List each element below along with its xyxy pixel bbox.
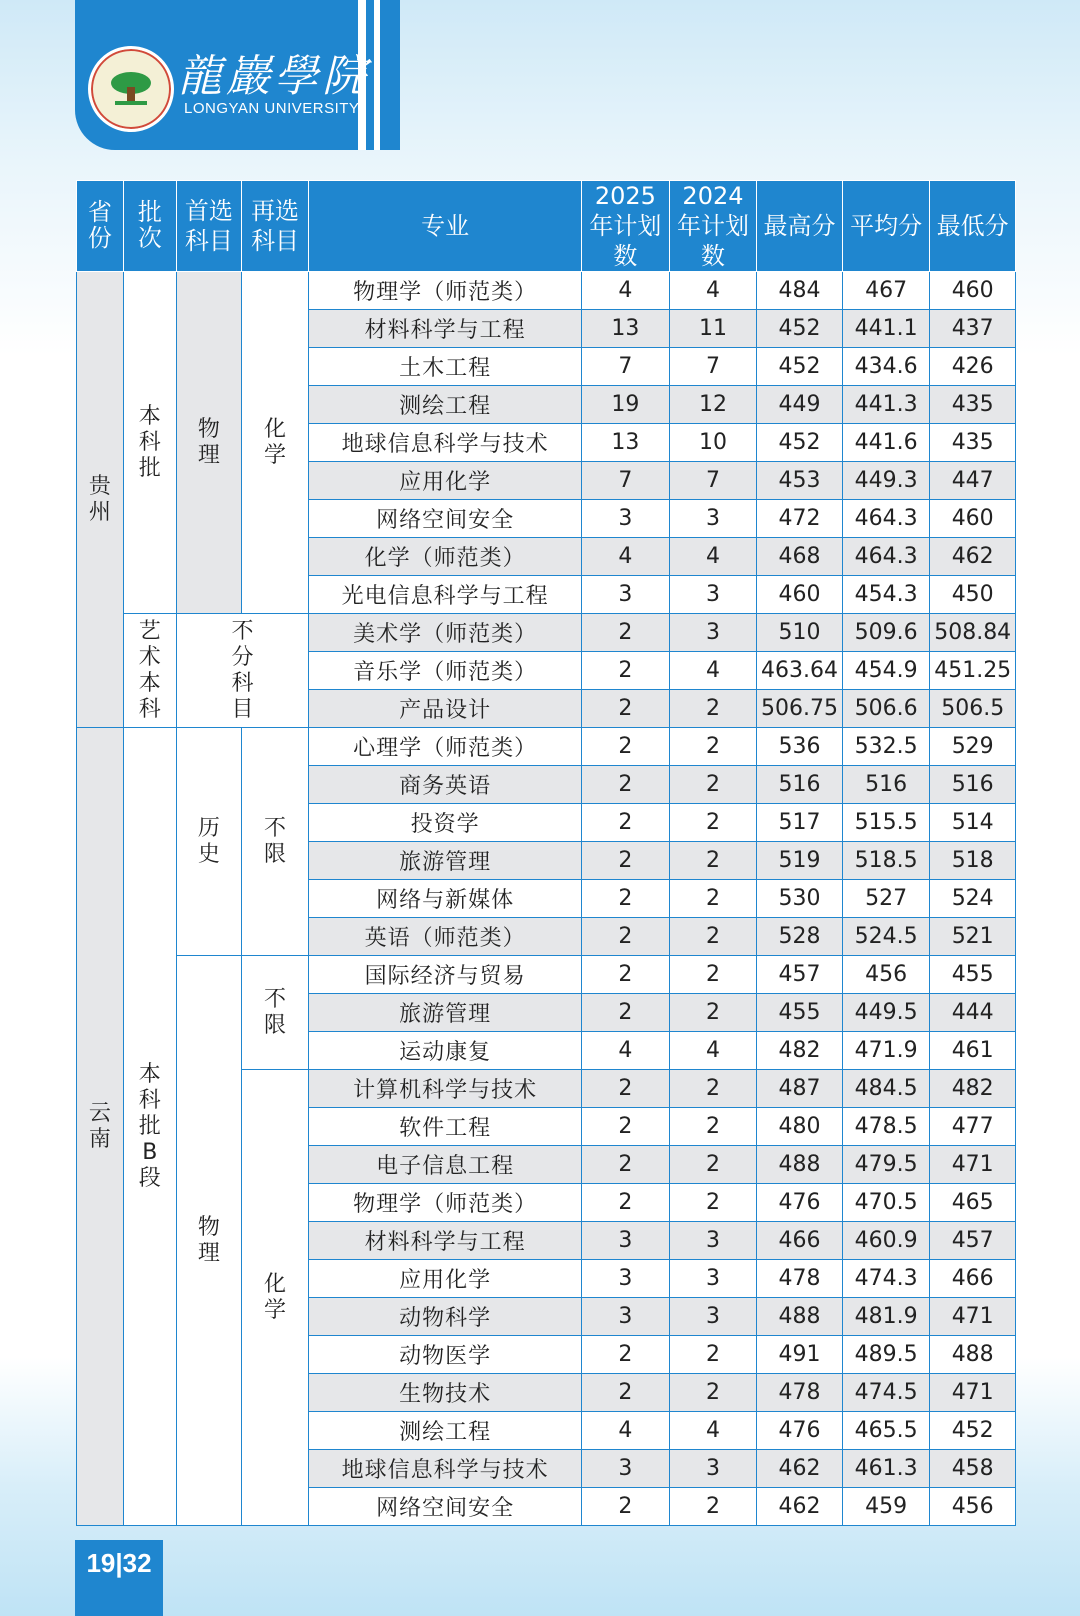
avg-score-cell: 481.9: [842, 1298, 930, 1336]
avg-score-cell: 532.5: [842, 728, 930, 766]
plan-2025-cell: 3: [582, 1260, 670, 1298]
avg-score-cell: 449.3: [842, 462, 930, 500]
province-cell: 云南: [77, 728, 124, 1526]
max-score-cell: 517: [757, 804, 843, 842]
avg-score-cell: 434.6: [842, 348, 930, 386]
avg-score-cell: 527: [842, 880, 930, 918]
min-score-cell: 514: [930, 804, 1016, 842]
plan-2024-cell: 2: [669, 728, 757, 766]
plan-2025-cell: 2: [582, 1184, 670, 1222]
major-cell: 生物技术: [309, 1374, 582, 1412]
avg-score-cell: 474.5: [842, 1374, 930, 1412]
min-score-cell: 471: [930, 1374, 1016, 1412]
min-score-cell: 456: [930, 1488, 1016, 1526]
admission-table: [76, 180, 1016, 1526]
plan-2025-cell: 13: [582, 424, 670, 462]
plan-2024-cell: 2: [669, 766, 757, 804]
plan-2024-cell: 7: [669, 462, 757, 500]
max-score-cell: 488: [757, 1146, 843, 1184]
max-score-cell: 455: [757, 994, 843, 1032]
major-cell: 土木工程: [309, 348, 582, 386]
avg-score-cell: 460.9: [842, 1222, 930, 1260]
major-cell: 动物科学: [309, 1298, 582, 1336]
plan-2025-cell: 7: [582, 348, 670, 386]
plan-2025-cell: 2: [582, 994, 670, 1032]
avg-score-cell: 524.5: [842, 918, 930, 956]
plan-2025-cell: 2: [582, 918, 670, 956]
plan-2024-cell: 3: [669, 1298, 757, 1336]
max-score-cell: 528: [757, 918, 843, 956]
plan-2025-cell: 2: [582, 1374, 670, 1412]
plan-2024-cell: 10: [669, 424, 757, 462]
table-header-row: [77, 181, 1016, 272]
plan-2024-cell: 4: [669, 538, 757, 576]
plan-2025-cell: 2: [582, 1488, 670, 1526]
plan-2024-cell: 4: [669, 652, 757, 690]
plan-2025-cell: 2: [582, 690, 670, 728]
plan-2024-cell: 2: [669, 1488, 757, 1526]
header-second-subject: 再选科目: [241, 181, 308, 272]
avg-score-cell: 479.5: [842, 1146, 930, 1184]
max-score-cell: 510: [757, 614, 843, 652]
max-score-cell: 480: [757, 1108, 843, 1146]
major-cell: 产品设计: [309, 690, 582, 728]
max-score-cell: 449: [757, 386, 843, 424]
max-score-cell: 476: [757, 1184, 843, 1222]
min-score-cell: 506.5: [930, 690, 1016, 728]
min-score-cell: 482: [930, 1070, 1016, 1108]
major-cell: 应用化学: [309, 462, 582, 500]
plan-2025-cell: 2: [582, 614, 670, 652]
min-score-cell: 466: [930, 1260, 1016, 1298]
plan-2025-cell: 2: [582, 1336, 670, 1374]
major-cell: 网络与新媒体: [309, 880, 582, 918]
plan-2024-cell: 2: [669, 1108, 757, 1146]
avg-score-cell: 467: [842, 272, 930, 310]
major-cell: 电子信息工程: [309, 1146, 582, 1184]
max-score-cell: 482: [757, 1032, 843, 1070]
major-cell: 测绘工程: [309, 386, 582, 424]
avg-score-cell: 489.5: [842, 1336, 930, 1374]
avg-score-cell: 471.9: [842, 1032, 930, 1070]
major-cell: 运动康复: [309, 1032, 582, 1070]
min-score-cell: 465: [930, 1184, 1016, 1222]
min-score-cell: 450: [930, 576, 1016, 614]
major-cell: 音乐学（师范类）: [309, 652, 582, 690]
plan-2025-cell: 2: [582, 880, 670, 918]
max-score-cell: 460: [757, 576, 843, 614]
batch-cell: 本科批B段: [123, 728, 176, 1526]
header-plan-2024: 2024年计划数: [669, 181, 757, 272]
min-score-cell: 452: [930, 1412, 1016, 1450]
plan-2025-cell: 2: [582, 956, 670, 994]
max-score-cell: 530: [757, 880, 843, 918]
min-score-cell: 529: [930, 728, 1016, 766]
plan-2024-cell: 2: [669, 994, 757, 1032]
avg-score-cell: 456: [842, 956, 930, 994]
avg-score-cell: 465.5: [842, 1412, 930, 1450]
major-cell: 旅游管理: [309, 842, 582, 880]
plan-2024-cell: 2: [669, 1070, 757, 1108]
plan-2025-cell: 4: [582, 1412, 670, 1450]
plan-2025-cell: 2: [582, 728, 670, 766]
plan-2024-cell: 12: [669, 386, 757, 424]
max-score-cell: 484: [757, 272, 843, 310]
plan-2025-cell: 4: [582, 538, 670, 576]
major-cell: 物理学（师范类）: [309, 1184, 582, 1222]
plan-2025-cell: 4: [582, 1032, 670, 1070]
min-score-cell: 460: [930, 500, 1016, 538]
max-score-cell: 463.64: [757, 652, 843, 690]
plan-2025-cell: 2: [582, 1146, 670, 1184]
university-logo: [88, 46, 174, 132]
max-score-cell: 519: [757, 842, 843, 880]
plan-2024-cell: 2: [669, 804, 757, 842]
tree-icon: [109, 69, 153, 109]
min-score-cell: 521: [930, 918, 1016, 956]
table-row: [77, 956, 1016, 994]
min-score-cell: 460: [930, 272, 1016, 310]
second-subject-cell: 化学: [241, 272, 308, 614]
first-subject-cell: 物理: [176, 272, 241, 614]
min-score-cell: 458: [930, 1450, 1016, 1488]
max-score-cell: 452: [757, 348, 843, 386]
max-score-cell: 468: [757, 538, 843, 576]
max-score-cell: 452: [757, 424, 843, 462]
min-score-cell: 447: [930, 462, 1016, 500]
plan-2025-cell: 2: [582, 842, 670, 880]
avg-score-cell: 464.3: [842, 500, 930, 538]
major-cell: 软件工程: [309, 1108, 582, 1146]
avg-score-cell: 449.5: [842, 994, 930, 1032]
avg-score-cell: 484.5: [842, 1070, 930, 1108]
min-score-cell: 455: [930, 956, 1016, 994]
plan-2024-cell: 2: [669, 1184, 757, 1222]
max-score-cell: 491: [757, 1336, 843, 1374]
min-score-cell: 477: [930, 1108, 1016, 1146]
second-subject-cell: 化学: [241, 1070, 308, 1526]
major-cell: 动物医学: [309, 1336, 582, 1374]
subject-cell: 不分科目: [176, 614, 308, 728]
max-score-cell: 487: [757, 1070, 843, 1108]
plan-2024-cell: 11: [669, 310, 757, 348]
brand-english-name: LONGYAN UNIVERSITY: [184, 100, 360, 117]
max-score-cell: 478: [757, 1374, 843, 1412]
plan-2025-cell: 2: [582, 804, 670, 842]
plan-2024-cell: 3: [669, 1450, 757, 1488]
avg-score-cell: 506.6: [842, 690, 930, 728]
plan-2025-cell: 3: [582, 1450, 670, 1488]
min-score-cell: 451.25: [930, 652, 1016, 690]
max-score-cell: 478: [757, 1260, 843, 1298]
header-plan-2025: 2025年计划数: [582, 181, 670, 272]
major-cell: 应用化学: [309, 1260, 582, 1298]
header-max-score: 最高分: [757, 181, 843, 272]
plan-2024-cell: 3: [669, 614, 757, 652]
avg-score-cell: 454.3: [842, 576, 930, 614]
avg-score-cell: 474.3: [842, 1260, 930, 1298]
plan-2024-cell: 2: [669, 880, 757, 918]
major-cell: 商务英语: [309, 766, 582, 804]
major-cell: 地球信息科学与技术: [309, 424, 582, 462]
major-cell: 网络空间安全: [309, 1488, 582, 1526]
min-score-cell: 444: [930, 994, 1016, 1032]
second-subject-cell: 不限: [241, 956, 308, 1070]
min-score-cell: 524: [930, 880, 1016, 918]
avg-score-cell: 464.3: [842, 538, 930, 576]
min-score-cell: 426: [930, 348, 1016, 386]
min-score-cell: 471: [930, 1146, 1016, 1184]
batch-cell: 艺术本科: [123, 614, 176, 728]
avg-score-cell: 459: [842, 1488, 930, 1526]
header-avg-score: 平均分: [842, 181, 930, 272]
plan-2025-cell: 13: [582, 310, 670, 348]
min-score-cell: 435: [930, 386, 1016, 424]
plan-2025-cell: 3: [582, 500, 670, 538]
plan-2025-cell: 2: [582, 652, 670, 690]
max-score-cell: 453: [757, 462, 843, 500]
major-cell: 国际经济与贸易: [309, 956, 582, 994]
plan-2024-cell: 2: [669, 956, 757, 994]
plan-2024-cell: 3: [669, 1260, 757, 1298]
plan-2025-cell: 4: [582, 272, 670, 310]
plan-2024-cell: 2: [669, 1146, 757, 1184]
max-score-cell: 516: [757, 766, 843, 804]
avg-score-cell: 478.5: [842, 1108, 930, 1146]
plan-2025-cell: 3: [582, 1298, 670, 1336]
major-cell: 光电信息科学与工程: [309, 576, 582, 614]
major-cell: 投资学: [309, 804, 582, 842]
plan-2024-cell: 4: [669, 272, 757, 310]
max-score-cell: 472: [757, 500, 843, 538]
brand-chinese-name: 龍巖學院: [178, 51, 370, 102]
plan-2025-cell: 2: [582, 1108, 670, 1146]
min-score-cell: 518: [930, 842, 1016, 880]
max-score-cell: 452: [757, 310, 843, 348]
max-score-cell: 536: [757, 728, 843, 766]
avg-score-cell: 441.6: [842, 424, 930, 462]
max-score-cell: 506.75: [757, 690, 843, 728]
avg-score-cell: 441.3: [842, 386, 930, 424]
max-score-cell: 457: [757, 956, 843, 994]
major-cell: 旅游管理: [309, 994, 582, 1032]
plan-2025-cell: 19: [582, 386, 670, 424]
plan-2024-cell: 2: [669, 918, 757, 956]
avg-score-cell: 441.1: [842, 310, 930, 348]
min-score-cell: 457: [930, 1222, 1016, 1260]
major-cell: 地球信息科学与技术: [309, 1450, 582, 1488]
plan-2024-cell: 3: [669, 1222, 757, 1260]
avg-score-cell: 461.3: [842, 1450, 930, 1488]
min-score-cell: 462: [930, 538, 1016, 576]
plan-2024-cell: 4: [669, 1032, 757, 1070]
plan-2024-cell: 7: [669, 348, 757, 386]
first-subject-cell: 物理: [176, 956, 241, 1526]
major-cell: 计算机科学与技术: [309, 1070, 582, 1108]
major-cell: 网络空间安全: [309, 500, 582, 538]
header-first-subject: 首选科目: [176, 181, 241, 272]
batch-cell: 本科批: [123, 272, 176, 614]
header-min-score: 最低分: [930, 181, 1016, 272]
major-cell: 材料科学与工程: [309, 1222, 582, 1260]
major-cell: 化学（师范类）: [309, 538, 582, 576]
plan-2025-cell: 3: [582, 1222, 670, 1260]
table-body: [77, 272, 1016, 1526]
plan-2024-cell: 3: [669, 576, 757, 614]
province-cell: 贵州: [77, 272, 124, 728]
plan-2025-cell: 2: [582, 766, 670, 804]
header-major: 专业: [309, 181, 582, 272]
min-score-cell: 435: [930, 424, 1016, 462]
min-score-cell: 471: [930, 1298, 1016, 1336]
plan-2025-cell: 7: [582, 462, 670, 500]
min-score-cell: 461: [930, 1032, 1016, 1070]
plan-2025-cell: 3: [582, 576, 670, 614]
first-subject-cell: 历史: [176, 728, 241, 956]
major-cell: 美术学（师范类）: [309, 614, 582, 652]
plan-2024-cell: 2: [669, 1336, 757, 1374]
max-score-cell: 462: [757, 1450, 843, 1488]
avg-score-cell: 518.5: [842, 842, 930, 880]
avg-score-cell: 509.6: [842, 614, 930, 652]
header-province: 省份: [77, 181, 124, 272]
avg-score-cell: 515.5: [842, 804, 930, 842]
major-cell: 心理学（师范类）: [309, 728, 582, 766]
header-batch: 批次: [123, 181, 176, 272]
plan-2024-cell: 2: [669, 690, 757, 728]
max-score-cell: 466: [757, 1222, 843, 1260]
avg-score-cell: 454.9: [842, 652, 930, 690]
min-score-cell: 516: [930, 766, 1016, 804]
avg-score-cell: 516: [842, 766, 930, 804]
min-score-cell: 508.84: [930, 614, 1016, 652]
max-score-cell: 488: [757, 1298, 843, 1336]
major-cell: 英语（师范类）: [309, 918, 582, 956]
major-cell: 物理学（师范类）: [309, 272, 582, 310]
table-row: [77, 728, 1016, 766]
max-score-cell: 476: [757, 1412, 843, 1450]
major-cell: 测绘工程: [309, 1412, 582, 1450]
avg-score-cell: 470.5: [842, 1184, 930, 1222]
table-row: [77, 614, 1016, 652]
plan-2024-cell: 2: [669, 842, 757, 880]
major-cell: 材料科学与工程: [309, 310, 582, 348]
max-score-cell: 462: [757, 1488, 843, 1526]
min-score-cell: 437: [930, 310, 1016, 348]
plan-2025-cell: 2: [582, 1070, 670, 1108]
table-row: [77, 272, 1016, 310]
plan-2024-cell: 4: [669, 1412, 757, 1450]
plan-2024-cell: 3: [669, 500, 757, 538]
header-stripe: [374, 0, 380, 150]
plan-2024-cell: 2: [669, 1374, 757, 1412]
min-score-cell: 488: [930, 1336, 1016, 1374]
page-number: 19|32: [75, 1540, 163, 1616]
second-subject-cell: 不限: [241, 728, 308, 956]
